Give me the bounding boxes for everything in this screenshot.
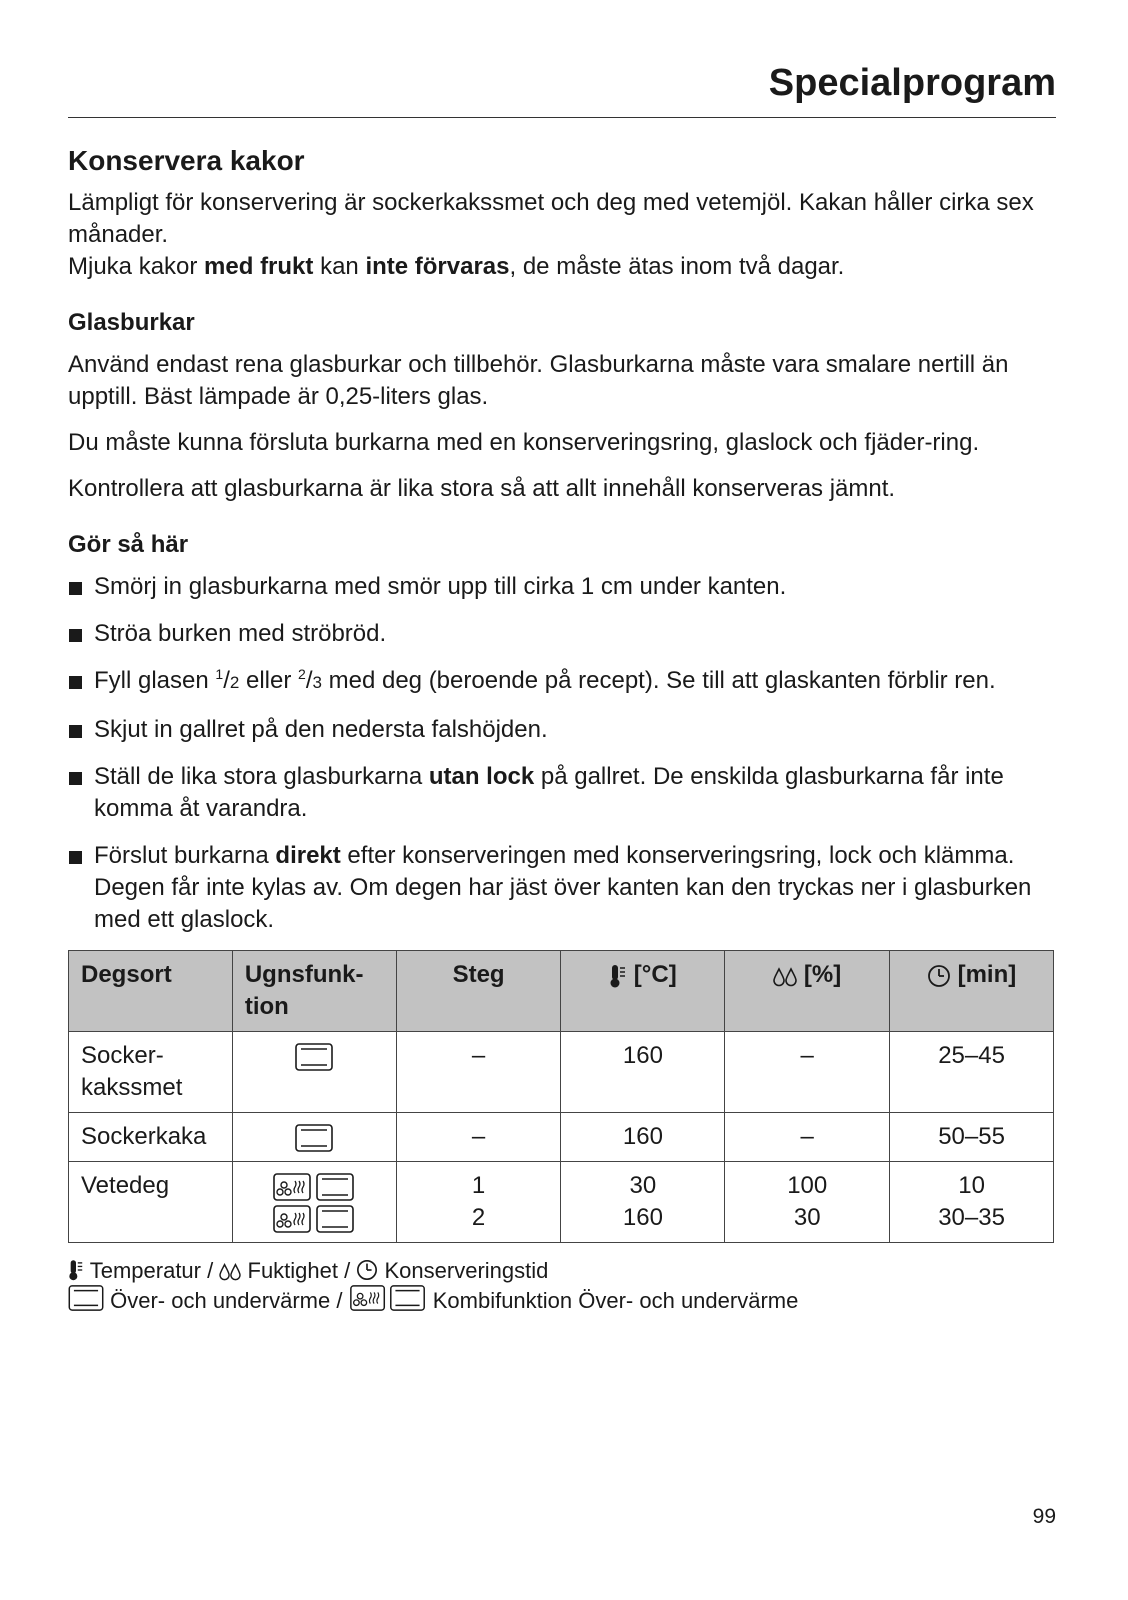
jars-paragraph: Du måste kunna försluta burkarna med en konserveringsring, glaslock och fjäder-ring.	[68, 429, 980, 456]
step-item	[68, 714, 1056, 746]
table-row	[69, 1032, 1054, 1113]
function-mode	[237, 1040, 392, 1072]
cell-type: Socker-kakssmet	[69, 1032, 233, 1113]
fraction-denominator: 3	[312, 673, 322, 692]
step-text: efter konserveringen med konserveringsring, lock och klämma. Degen får inte kylas av. Om degen har jäst över kanten kan den tryckas ner i glasburken med ett glaslock.	[94, 842, 1032, 933]
fraction-slash: /	[305, 667, 313, 694]
baking-table	[68, 950, 1054, 1243]
legend-top-bottom-heat: Över- och undervärme	[110, 1288, 331, 1313]
bullet-icon	[69, 676, 82, 689]
cell-line: 30	[793, 1204, 821, 1231]
humidity-drops-icon	[219, 1261, 241, 1281]
jars-paragraph: Kontrollera att glasburkarna är lika stora så att allt innehåll konserveras jämnt.	[68, 475, 896, 502]
content	[68, 142, 1056, 1315]
legend-line-1	[68, 1257, 1056, 1285]
cell-line: 100	[787, 1172, 828, 1199]
cell-line: 30	[629, 1172, 657, 1199]
top-bottom-heat-icon	[295, 1124, 333, 1152]
table-legend	[68, 1257, 1056, 1315]
step-item	[68, 665, 1056, 699]
step-text: Smörj in glasburkarna med smör upp till cirka 1 cm under kanten.	[94, 573, 787, 600]
bullet-icon	[69, 629, 82, 642]
humidity-drops-icon	[773, 965, 797, 987]
cell-function	[232, 1032, 396, 1113]
bullet-icon	[69, 725, 82, 738]
fraction-denominator: 2	[229, 673, 240, 692]
cell-time	[890, 1162, 1054, 1243]
legend-separator: /	[336, 1288, 343, 1313]
intro-text: Lämpligt för konservering är sockerkakssmet och deg med vetemjöl. Kakan håller cirka sex månader.	[68, 189, 1034, 248]
legend-separator: /	[207, 1258, 214, 1283]
table-row	[69, 1113, 1054, 1162]
cell-time: 25–45	[890, 1032, 1054, 1113]
header-function: Ugnsfunk-tion	[232, 951, 396, 1032]
fraction-numerator: 2	[298, 666, 306, 682]
step-text: på gallret. De enskilda glasburkarna får inte komma åt varandra.	[94, 763, 1004, 822]
steps-list	[68, 571, 1056, 936]
header-temp-label: [°C]	[633, 961, 677, 988]
page-title: Specialprogram	[768, 62, 1056, 104]
bullet-icon	[69, 851, 82, 864]
step-text: Fyll glasen	[94, 667, 216, 694]
cell-humidity	[725, 1162, 890, 1243]
header-divider	[68, 117, 1056, 118]
function-mode	[237, 1170, 392, 1202]
header-humidity	[725, 951, 890, 1032]
header-type: Degsort	[69, 951, 233, 1032]
intro-warning-bold-storage: inte förvaras	[365, 253, 510, 280]
combi-top-bottom-heat-icon	[349, 1285, 427, 1311]
table-header-row	[69, 951, 1054, 1032]
clock-icon	[927, 964, 951, 988]
fraction-slash: /	[223, 667, 230, 694]
step-item	[68, 761, 1056, 825]
step-bold-text: direkt	[275, 842, 341, 869]
intro-warning-text: Mjuka kakor	[68, 253, 205, 280]
header-step: Steg	[396, 951, 561, 1032]
step-text: Ströa burken med ströbröd.	[94, 620, 387, 647]
cell-step: –	[396, 1032, 561, 1113]
header-humidity-label: [%]	[803, 961, 842, 988]
legend-humidity: Fuktighet	[247, 1258, 338, 1283]
combi-top-bottom-heat-icon	[273, 1173, 355, 1201]
intro-warning	[68, 251, 1056, 283]
header-time-label: [min]	[957, 961, 1017, 988]
cell-line: 160	[622, 1204, 663, 1231]
page-number: 99	[1032, 1505, 1056, 1528]
legend-combi: Kombifunktion Över- och undervärme	[432, 1288, 799, 1313]
step-item	[68, 571, 1056, 603]
legend-line-2	[68, 1285, 1056, 1315]
step-item	[68, 618, 1056, 650]
cell-temp	[561, 1162, 725, 1243]
cell-line: 2	[471, 1204, 486, 1231]
fraction-numerator: 1	[215, 666, 224, 682]
step-text: eller	[239, 667, 299, 694]
intro-warning-text: , de måste ätas inom två dagar.	[509, 253, 845, 280]
legend-temperature: Temperatur	[89, 1258, 201, 1283]
jars-heading: Glasburkar	[68, 309, 195, 336]
thermometer-icon	[609, 964, 627, 988]
top-bottom-heat-icon	[68, 1285, 104, 1311]
cell-type: Sockerkaka	[69, 1113, 233, 1162]
legend-separator: /	[344, 1258, 351, 1283]
bullet-icon	[69, 772, 82, 785]
clock-icon	[356, 1259, 378, 1281]
cell-humidity: –	[725, 1032, 890, 1113]
combi-top-bottom-heat-icon	[273, 1205, 355, 1233]
howto-heading: Gör så här	[68, 531, 189, 558]
step-text: med deg (beroende på recept). Se till att glaskanten förblir ren.	[321, 667, 996, 694]
top-bottom-heat-icon	[295, 1043, 333, 1071]
thermometer-icon	[68, 1259, 84, 1281]
header-time	[890, 951, 1054, 1032]
function-mode	[237, 1202, 392, 1234]
cell-line: 1	[471, 1172, 486, 1199]
cell-line: 10	[958, 1172, 985, 1199]
cell-function	[232, 1113, 396, 1162]
step-bold-text: utan lock	[428, 763, 535, 790]
section-title: Konservera kakor	[68, 145, 305, 176]
cell-temp: 160	[561, 1032, 725, 1113]
cell-humidity: –	[725, 1113, 890, 1162]
function-mode	[237, 1121, 392, 1153]
bullet-icon	[69, 582, 82, 595]
intro-warning-text: kan	[313, 253, 366, 280]
cell-step: –	[396, 1113, 561, 1162]
cell-line: 30–35	[938, 1204, 1005, 1231]
step-text: Förslut burkarna	[94, 842, 276, 869]
cell-time: 50–55	[890, 1113, 1054, 1162]
header-temp	[561, 951, 725, 1032]
table-row	[69, 1162, 1054, 1243]
step-text: Skjut in gallret på den nedersta falshöjden.	[94, 716, 548, 743]
step-text: Ställ de lika stora glasburkarna	[94, 763, 429, 790]
cell-temp: 160	[561, 1113, 725, 1162]
cell-step	[396, 1162, 561, 1243]
jars-paragraph: Använd endast rena glasburkar och tillbehör. Glasburkarna måste vara smalare nertill än upptill. Bäst lämpade är 0,25-liters glas.	[68, 351, 1009, 410]
legend-time: Konserveringstid	[384, 1258, 549, 1283]
cell-function	[232, 1162, 396, 1243]
step-item	[68, 840, 1056, 936]
intro-warning-bold-fruit: med frukt	[204, 253, 314, 280]
cell-type: Vetedeg	[69, 1162, 233, 1243]
